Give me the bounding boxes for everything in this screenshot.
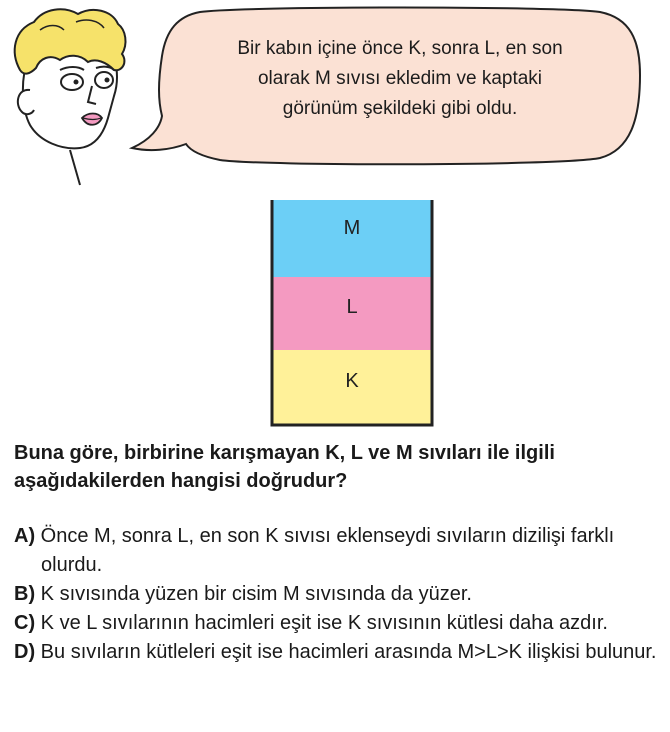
option-b[interactable] xyxy=(14,580,664,609)
answer-options xyxy=(14,522,664,667)
speech-line: Bir kabın içine önce K, sonra L, en son xyxy=(237,38,563,59)
option-text: K ve L sıvılarının hacimleri eşit ise K sıvısının kütlesi daha azdır. xyxy=(40,612,608,634)
option-c[interactable] xyxy=(14,609,664,638)
option-letter: B) xyxy=(14,583,36,605)
option-text: Önce M, sonra L, en son K sıvısı eklenseydi sıvıların dizilişi farklı olurdu. xyxy=(40,525,615,576)
option-a[interactable] xyxy=(14,522,664,580)
option-text: Bu sıvıların kütleleri eşit ise hacimleri arasında M>L>K ilişkisi bulunur. xyxy=(40,641,657,663)
speech-line: görünüm şekildeki gibi oldu. xyxy=(282,98,518,119)
speech-line: olarak M sıvısı ekledim ve kaptaki xyxy=(257,68,543,89)
layer-label-l: L xyxy=(346,296,358,318)
layer-label-k: K xyxy=(345,370,359,392)
layer-label-m: M xyxy=(343,217,361,239)
option-d[interactable] xyxy=(14,638,664,667)
option-letter: A) xyxy=(14,525,36,547)
option-letter: D) xyxy=(14,641,36,663)
question-text: Buna göre, birbirine karışmayan K, L ve M sıvıları ile ilgili aşağıdakilerden hangisi doğrudur? xyxy=(14,442,555,492)
option-text: K sıvısında yüzen bir cisim M sıvısında da yüzer. xyxy=(40,583,472,605)
speech-bubble-text xyxy=(180,34,620,124)
beaker-diagram xyxy=(269,200,435,428)
option-letter: C) xyxy=(14,612,36,634)
